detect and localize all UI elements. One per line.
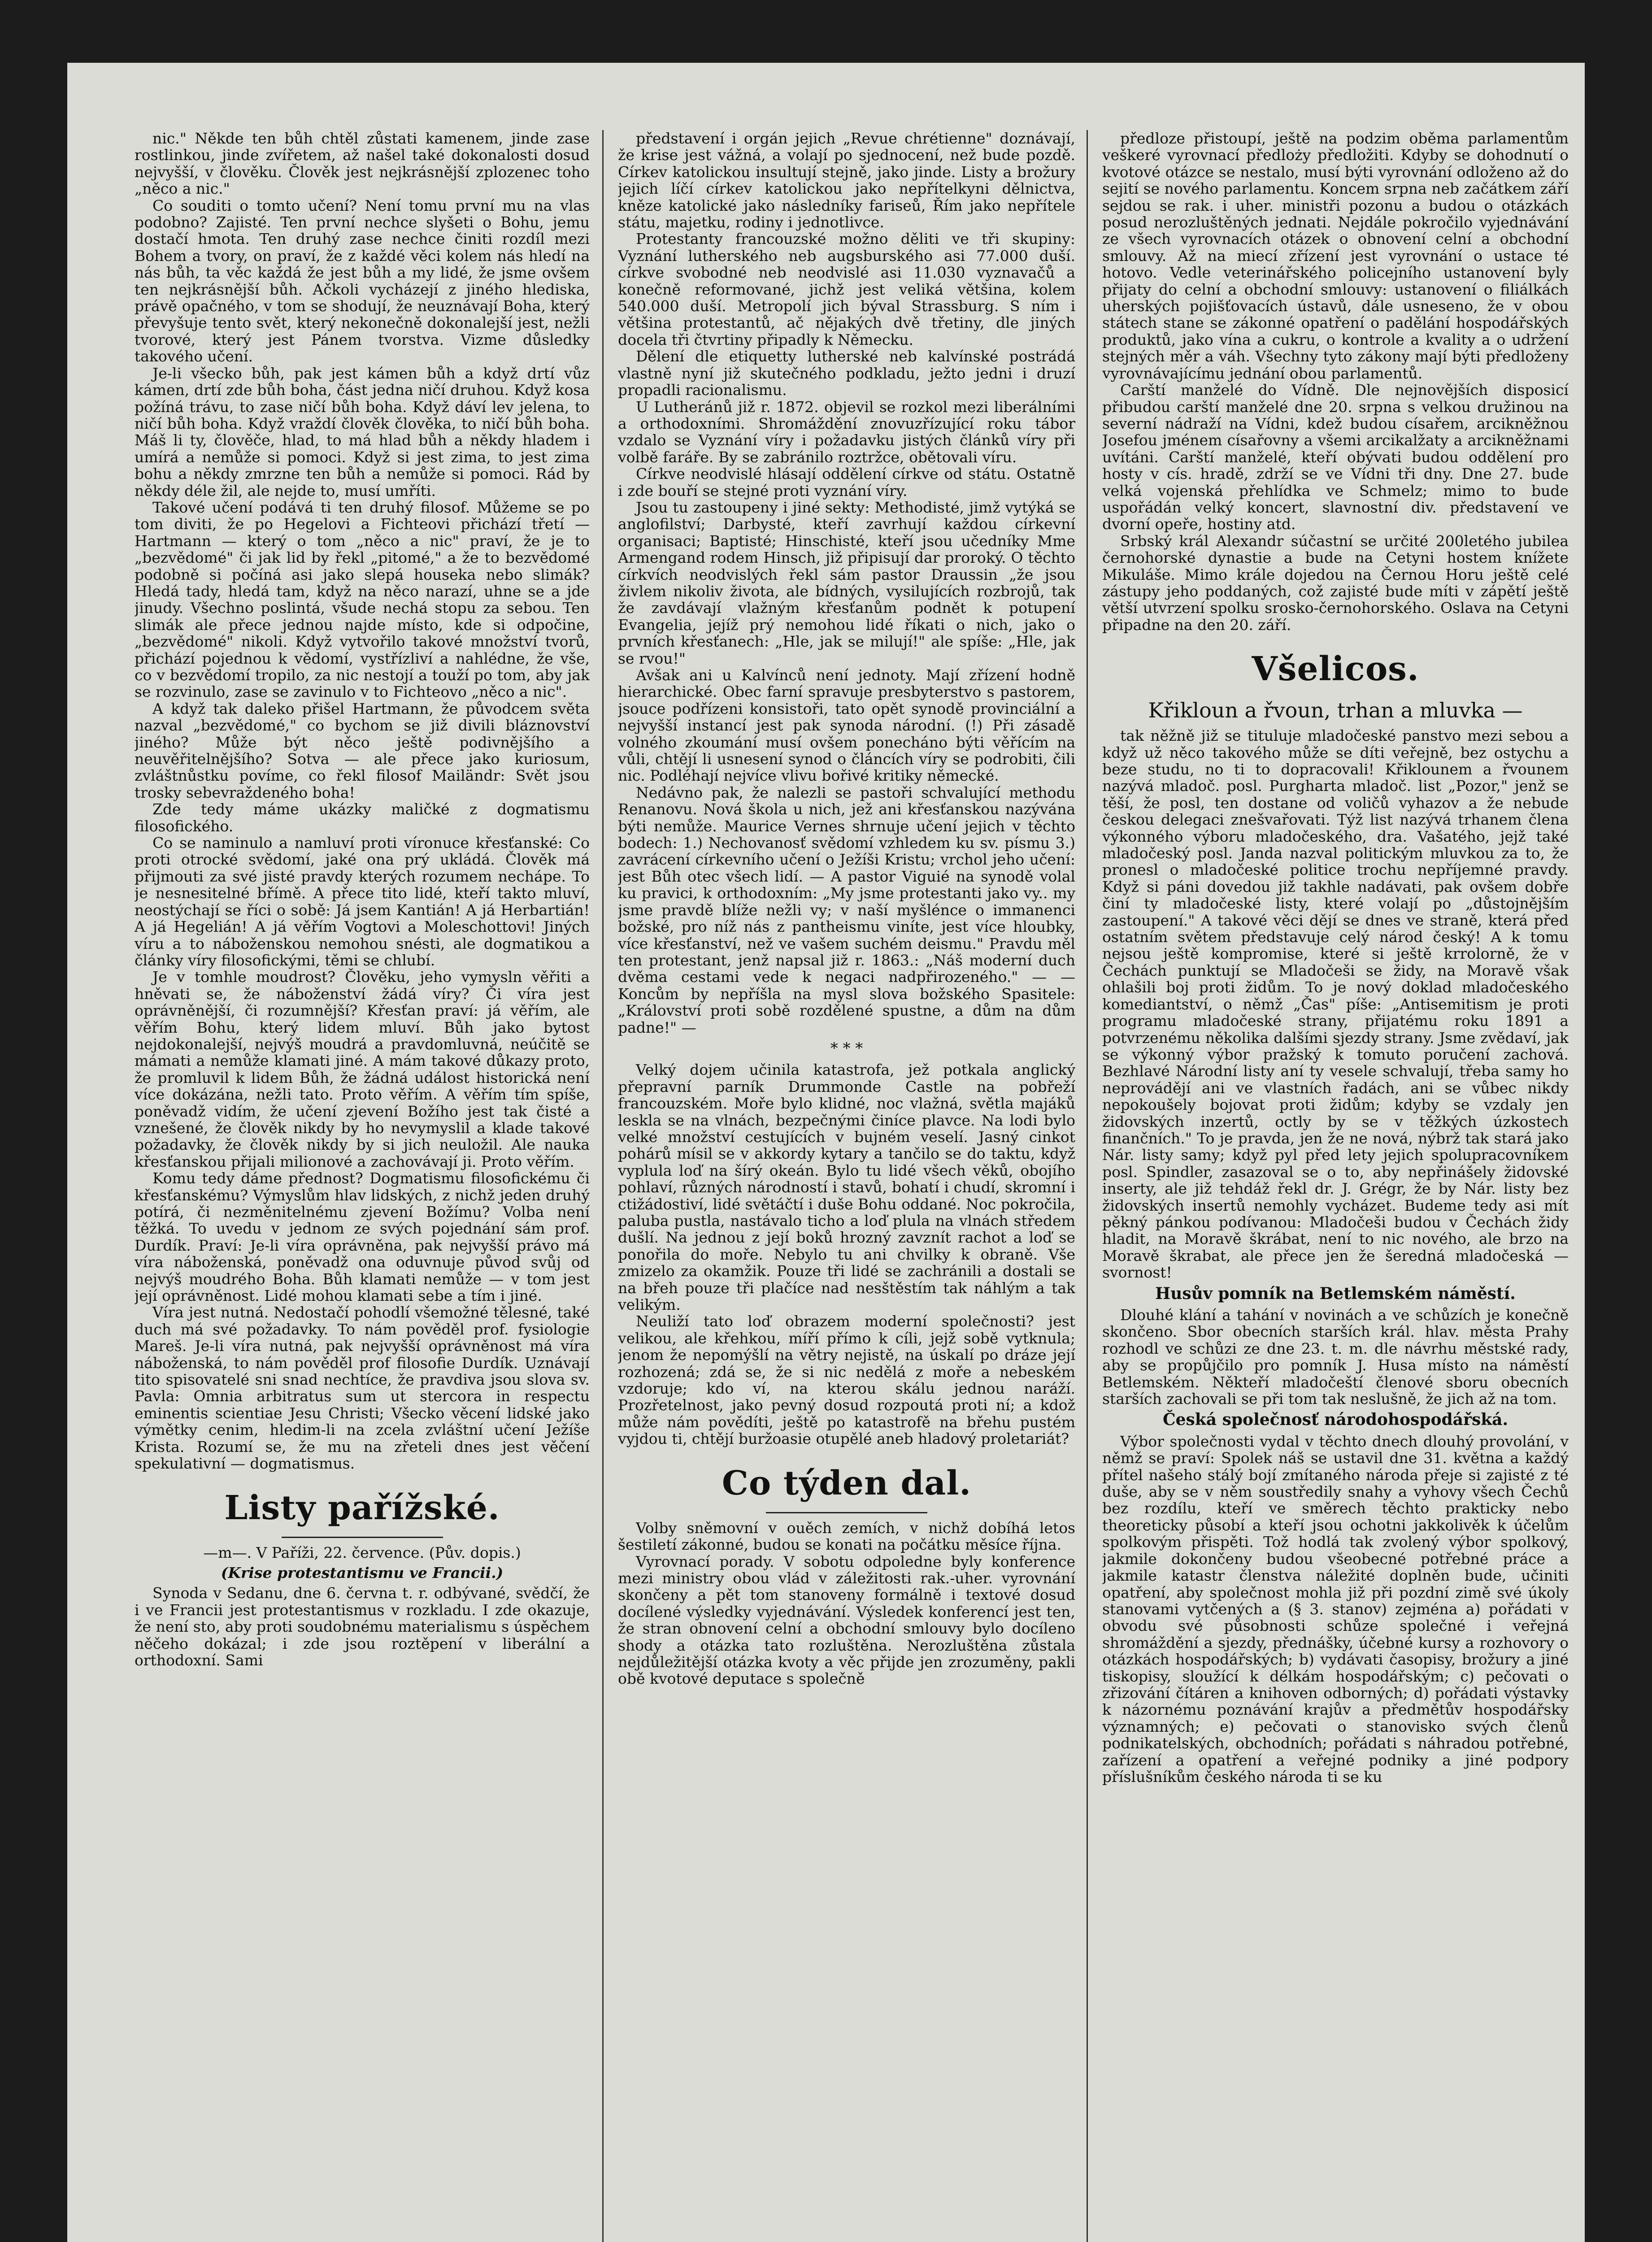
paragraph: nic." Někde ten bůh chtěl zůstati kamenem, jinde zase rostlinkou, jinde zvířetem, až našel také dokonalosti dosud nejvyšší, v člověku. Člověk jest nejkrásnější zplozenec toho „něco a nic." [135, 130, 590, 198]
paragraph: Víra jest nutná. Nedostačí pohodlí všemožné tělesné, také duch má své požadavky. To nám pověděl prof. fysiologie Mareš. Je-li víra nutná, pak nejvyšší oprávněnost má víra náboženská, to nám pověděl prof filosofie Durdík. Uznávají tito spisovatelé sni snad nechtíce, že pravdiva jsou slova sv. Pavla: Omnia arbitratus sum ut stercora in respectu eminentis scientiae Jesu Christi; Všecko věcení lidské jako výmětky cenim, hledim-li na zcela zvláštní učení Ježíše Krista. Rozumí se, že mu na zřeteli dnes jest věčení spekulativní — dogmatismus. [135, 1303, 590, 1473]
section-stars: * * * [830, 1039, 863, 1057]
paragraph: Dělení dle etiquetty lutherské neb kalvínské postrádá vlastně nyní již skutečného podkladu, ježto jedni i druzí propadli racionalismu. [618, 348, 1075, 399]
dateline: —m—. V Paříži, 22. července. (Pův. dopis.) [203, 1543, 521, 1561]
paragraph: Zde tedy máme ukázky maličké z dogmatismu filosofického. [135, 800, 590, 835]
paragraph: Srbský král Alexandr súčastní se určité 200letého jubilea černohorské dynastie a bude na Cetyni hostem knížete Mikuláše. Mimo krále dojedou na Černou Horu ještě celé zástupy jeho poddaných, což zajisté bude míti v zápětí ještě větší utvrzení spolku srosko-černohorského. Oslava na Cetyni připadne na den 20. září. [1102, 532, 1569, 634]
section-heading-listy-parizske: Listy pařížské. [224, 1488, 500, 1527]
paragraph: Komu tedy dáme přednost? Dogmatismu filosofickému či křesťanskému? Výmyslům hlav lidských, z nichž jeden druhý potírá, či nezměnitelnému zjevení Božímu? Volba není těžká. To uvedu v jednom ze svých pojednání sám prof. Durdík. Praví: Je-li víra oprávněna, pak nejvyšší právo má víra náboženská, poněvadž ona oduvnuje původ svůj od nejvýš moudrého Boha. Bůh klamati nemůže — v tom jest její oprávněnost. Lidé mohou klamati sebe a tím i jiné. [135, 1169, 590, 1305]
paragraph: Dlouhé klání a tahání v novinách a ve schůzích je konečně skončeno. Sbor obecních starších král. hlav. města Prahy rozhodl ve schůzi ze dne 23. t. m. dle návrhu městské rady, aby se propůjčilo pro pomník J. Husa místo na náměstí Betlemském. Někteří mladočeští členové sboru obecních starších zachovali se při tom tak neslušně, že jich až na tom. [1102, 1306, 1569, 1408]
paragraph: Co souditi o tomto učení? Není tomu první mu na vlas podobno? Zajisté. Ten první nechce slyšeti o Bohu, jemu dostačí hmota. Ten druhý zase nechce činiti rozdíl mezi Bohem a tvory, on praví, že z každé věci kolem nás hledí na nás bůh, ta věc každá že jest bůh a my lidé, že jsme ovšem ten nejkrásnější bůh. Ačkoli vycházejí z jiného hlediska, právě opačného, v tom se shodují, že neuznávají Boha, který převyšuje tento svět, který nekonečně dokonalejší jest, nežli tvorové, který jest Pánem tvorstva. Vizme důsledky takového učení. [135, 196, 590, 365]
article-subheading: (Krise protestantismu ve Francii.) [221, 1564, 504, 1582]
paragraph: Výbor společnosti vydal v těchto dnech dlouhý provolání, v němž se praví: Spolek náš se ustavil dne 31. května a každý přítel našeho stálý bojí zmítaného národa přeje si zajisté z té duše, aby se v něm soustředily snahy a vyhovy všech Čechů bez rozdílu, kteří ve směrech těchto prakticky nebo theoreticky působí a kteří jsou ochotni jakkolivěk k účelům spolkovým přispěti. Tož hodlá tak zvolený výbor spolkový, jakmile dokončeny budou všeobecné potřebné práce a jakmile katastr členstva náležité doplněn bude, učiniti opatření, aby společnost mohla již při pozdní zimě své úkoly stanovami vytčených a (§ 3. stanov) zejména a) pořádati v obvodu své působnosti schůze společné i veřejná shromáždění a sjezdy, přednášky, účebné kursy a rozhovory o otázkách hospodářských; b) vydávati časopisy, brožury a jiné tiskopisy, sloužící k délkám hospodářským; c) pečovati o zřizování čítáren a knihoven odborných; d) pořádati výstavky k názornému poznávání krajův a předmětův hospodářsky významných; e) pečovati o stanovisko svých členů podnikatelských, obchodních; pořádati s náhradou potřebné, zařízení a opatření a veřejné podniky a jiné podpory příslušníkům českého národa ti se ku [1102, 1432, 1569, 1786]
paragraph: Synoda v Sedanu, dne 6. června t. r. odbývané, svědčí, že i ve Francii jest protestantismus v rozkladu. I zde okazuje, že není sto, aby proti soudobnému materialismu s úspěchem něčeho dokázal; i zde jsou roztěpení v liberální a orthodoxní. Sami [135, 1584, 590, 1669]
column-right [1102, 130, 1569, 2242]
paragraph: Protestanty francouzské možno děliti ve tři skupiny: Vyznání lutherského neb augsburského asi 77.000 duší. církve svobodné neb neodvislé asi 11.030 vyznavačů a konečně reformované, jichž jest veliká většina, kolem 540.000 duší. Metropolí jich býval Strassburg. S ním i většina protestantů, ač nějakých dvě třetiny, dle jiných docela tři čtvrtiny připadly k Německu. [618, 230, 1075, 348]
paragraph: Carští manželé do Vídně. Dle nejnovějších disposicí přibudou carští manželé dne 20. srpna s velkou družinou na severní nádraží na Vídni, kdež budou císařem, arcikněžnou Josefou jménem císařovny a všemi arcikalžaty a arcikněžnami uvítáni. Carští manželé, kteří obývati budou oddělení pro hosty v cís. hradě, zdrží se ve Vídni tři dny. Dne 27. bude velká vojenská přehlídka ve Schmelz; mimo to bude uspořádán velký koncert, slavnostní div. představení ve dvorní opeře, hostiny atd. [1102, 381, 1569, 533]
article-title: Česká společnosť národohospodářská. [1162, 1410, 1509, 1429]
article-title: Křikloun a řvoun, trhan a mluvka — [1148, 698, 1523, 723]
paragraph: Nedávno pak, že nalezli se pastoři schvalující methodu Renanovu. Nová škola u nich, jež ani křesťanskou nazývána býti nemůže. Maurice Vernes shrnuje učení jejich v těchto bodech: 1.) Nechovanosť svědomí vzhledem ku sv. písmu 3.) zavrácení církevního učení o Ježíši Kristu; vrchol jeho učení: jest Bůh otec všech lidí. — A pastor Viguié na synodě volal ku pravici, k orthodoxním: „My jsme protestanti jako vy.. my jsme pravdě blíže nežli vy; v naší myšlénce o immanenci božské, pro níž nás z pantheismu viníte, jest více hloubky, více křesťanství, než ve vašem suchém deismu." Pravdu měl ten protestant, jenž napsal již r. 1863.: „Náš moderní duch dvěma cestami vede k negaci nadpřirozeného." — — Koncům by nepříšla na mysl slova božského Spasitele: „Království proti sobě rozdělené spustne, a dům na dům padne!" — [618, 783, 1075, 1036]
paragraph: představení i orgán jejich „Revue chrétienne" doznávají, že krise jest vážná, a volají po sjednocení, než bude pozdě. Církev katolickou insultují stejně, jako jinde. Listy a brožury jejich líčí církev katolickou jako nepřítelkyni dělnictva, kněze katolické jako následníky fariseů, Řím jako nepřítele státu, majetku, rodiny i jednotlivce. [618, 130, 1075, 231]
paragraph: tak něžně již se tituluje mladočeské panstvo mezi sebou a když už něco takového může se díti veřejně, bez ostychu a beze studu, no ti to dopracovali! Křiklounem a řvounem nazývá mladoč. posl. Purgharta mladoč. list „Pozor," jenž se těší, že posl, ten dostane od voličů vyhazov a že nebude českou delegaci znešvařovati. Týž list nazývá trhanem člena výkonného výboru mladočeského, dra. Vašatého, jejž také mladočeský posl. Janda nazval politickým mluvkou za to, že pronesl o mladočeské politice trochu nepříjemné pravdy. Když si páni dovedou již takhle nadávati, pak ovšem dobře činí ty mladočeské listy, které volají po „důstojnějším zastoupení." A takové věci dějí se dnes ve straně, která před ostatním světem představuje celý národ český! A k tomu nejsou ještě kompromise, které si ještě krrolorně, že v Čechách punktují se Mladočeši se židy, na Moravě však ohlašili boj proti židům. To je nový doklad mladočeského komediantství, o němž „Čas" píše: „Antisemitism je proti programu mladočeské strany, přijatému roku 1891 a potvrzenému několika dalšími sjezdy strany. Jsme zvědaví, jak se výkonný výbor pražský k tomuto poručení zachová. Bezhlavé Národní listy aní ty vesele schvalují, třeba samy ho neprovádějí ani ve vlastních řadách, ani se vůbec nikdy nepokoušely bojovat proti židům; kdyby se vzdaly jen židovských inzertů, octly by se v těžkých úzkostech finančních." To je pravda, jen že ne nová, nýbrž tak stará jako Nár. listy samy; když pyl před lety jejich spolupracovníkem posl. Spindler, zasazoval se o to, aby nepřinášely židovské inserty, ale již tehdáž řekl dr. J. Grégr, že by Nár. listy bez židovských insertů nemohly vycházet. Budeme tedy asi mít pěkný pánkou podívanou: Mladočeši budou v Čechách židy hladit, na Moravě škrábat, není to nic nového, ale brzo na Moravě škrabat, ale přece jen že šeredná mladočeská — svornost! [1102, 727, 1569, 1282]
paragraph: Církve neodvislé hlásají oddělení církve od státu. Ostatně i zde bouří se stejné proti vyznání víry. [618, 465, 1075, 500]
paragraph: U Lutheránů již r. 1872. objevil se rozkol mezi liberálními a orthodoxními. Shromáždění znovuzřízující roku tábor vzdalo se Vyznání víry i požadavku jistých článků víry při volbě faráře. By se zabránilo roztržce, obětovali víru. [618, 398, 1075, 466]
paragraph: Takové učení podává ti ten druhý filosof. Můžeme se po tom diviti, že po Hegelovi a Fichteovi přichází třetí — Hartmann — který o tom „něco a nic" praví, že je to „bezvědomé" či jak lid by řekl „pitomé," a že to bezvědomé podobně si počíná asi jako slepá houseka nebo slimák? Hledá tady, hledá tam, když na něco narazí, uhne se a jde jinudy. Všechno poslintá, všude nechá stopu za sebou. Ten slimák ale přece jednou najde místo, kde si odpočine, „bezvědomé" nikoli. Když vytvořilo takové množství tvorů, přichází pojednou k vědomí, vystřízliví a nahlédne, že vše, co v bezvědomí tropilo, za nic nestojí a touží po tom, aby jak se rozvinulo, zase se zavinulo v to Fichteovo „něco a nic". [135, 498, 590, 701]
column-divider [1087, 130, 1088, 2242]
column-divider [602, 130, 604, 2242]
paragraph: Neuliží tato loď obrazem moderní společnosti? jest velikou, ale křehkou, míří přímo k cíli, jejž sobě vytknula; jenom že nepomýšlí na větry nejistě, na úskalí po dráze její rozhozená; zdá se, že si nic nedělá z moře a nebeském vzdoruje; kdo ví, na kterou skálu jednou naráží. Prozřetelnost, jako pevný dosud rozpoutá proti ní; a kdož může nám povědíti, ještě po katastrofě na břehu pustém vyjdou ti, chtějí buržoasie otupělé aneb hladový proletariát? [618, 1312, 1075, 1448]
divider [282, 1537, 443, 1538]
paragraph: Volby sněmovní v ouěch zemích, v nichž dobíhá letos šestiletí zákonné, budou se konati na počátku měsíce října. [618, 1519, 1075, 1554]
divider [766, 1512, 927, 1513]
paragraph: předloze přistoupí, ještě na podzim oběma parlamentům veškeré vyrovnací předloży předložiti. Kdyby se dohodnutí o kvotové otázce se nestalo, musí býti vyrovnání odloženo až do sejití se nového parlamentu. Koncem srpna neb začátkem září sejdou se rak. i uher. ministři pozonu a budou o otázkách posud nerozluštěných jednati. Nejdále pokročilo vyjednávání ze všech vyrovnacích otázek o obnovení celní a obchodní smlouvy. Až na miecí zřízení jest vyrovnání o ustace té hotovo. Vedle veterinářského policejního ustanovení byly přijaty do celní a obchodní smlouvy: ustanovení o filiálkách uherských pojišťovacích ústavů, dále usneseno, že v obou státech stane se zákonné opatření o padělání hospodářských produktů, jako vína a cukru, o kontrole a kvality a o udržení stejných měr a váh. Všechny tyto zákony mají býti předloženy vyrovnávajícímu jednání obou parlamentů. [1102, 130, 1569, 382]
paragraph: Avšak ani u Kalvínců není jednoty. Mají zřízení hodně hierarchické. Obec farní spravuje presbyterstvo s pastorem, jsouce podřízeni konsistoři, tato opět synodě provinciální a nejvyšší instancí jest pak synoda národní. (!) Při zásadě volného zkoumání musí ovšem ponecháno býti věřícím na vůli, chtějí li usnesení synod o článcích víry se podrobiti, čili nic. Podléhají nejvíce vlivu bořivé kritiky německé. [618, 666, 1075, 785]
paragraph: Velký dojem učinila katastrofa, jež potkala anglický přepravní parník Drummonde Castle na pobřeží francouzském. Moře bylo klidné, noc vlažná, světla majáků leskla se na vlnách, bezpečnými činíce plavce. Na lodi bylo velké množství cestujících v bujném veselí. Jasný cinkot pohárů mísil se v akkordy kytary a tančilo se do taktu, když vyplula loď na šírý okeán. Bylo tu lidé všech věků, obojího pohlaví, různých národností i stavů, bohatí i chudí, skromní i ctižádostiví, lidé světáčtí i duše Bohu oddané. Noc pokročila, paluba pustla, nastávalo ticho a loď plula na vlnách středem dušlí. Na jednou z její boků hrozný zavznít rachot a loď se ponořila do moře. Nebylo tu ani chvilky k obraně. Vše zmizelo za okamžik. Pouze tři lidé se zachránili a dostali se na břeh pouze tři plačíce nad nesštěstím tak náhlým a tak velikým. [618, 1061, 1075, 1314]
paragraph: A když tak daleko přišel Hartmann, že původcem světa nazval „bezvědomé," co bychom se již divili bláznovství jiného? Může být něco ještě podivnějšího a neuvěřitelnějšího? Sotva — ale přece jako kuriosum, zvláštnůstku povíme, co řekl filosof Mailändr: Svět jsou trosky sebevraždeného boha! [135, 700, 590, 801]
paragraph: Je v tomhle moudrost? Člověku, jeho vymysln věřiti a hněvati se, že náboženství žádá víry? Či víra jest oprávněnější, či rozumnější? Křesťan praví: já věřím, ale věřím Bohu, který lidem mluví. Bůh jako bytost nejdokonalejší, nejvýš moudrá a pravdomluvná, neúčitě se mámati a nemůže klamati jiné. A mám takové důkazy proto, že promluvil k lidem Bůh, že žádná událost historická není více dokázána, nežli tato. Proto věřím. A věřím tím spíše, poněvadž vidím, že učení zjevení Božího jest tak čisté a vznešené, že člověk nikdy by ho nevymyslil a klade takové požadavky, že člověk nikdy by si jich neuložil. Ale nauka křesťanskou přijali milionové a zachovávají ji. Proto věřím. [135, 968, 590, 1170]
section-heading-vselicos: Všelicos. [1252, 650, 1419, 689]
column-left [135, 130, 590, 2242]
article-title: Husův pomník na Betlemském náměstí. [1155, 1284, 1516, 1303]
paragraph: Jsou tu zastoupeny i jiné sekty: Methodisté, jimž vytýká se anglofilství; Darbysté, kteří zavrhují každou církevní organisaci; Baptisté; Hinschisté, kteří jsou učedníky Mme Armengand rodem Hinsch, již připisují dar proroký. O těchto církvích neodvislých řekl sám pastor Draussin „že jsou živlem nikoliv života, ale bídných, vysilujících rozbrojů, tak že zavdávají vlažným křesťanům podnět k potupení Evangelia, jejíž prý nemohou lidé říkati o nich, jako o prvních křesťanech: „Hle, jak se milují!" ale spíše: „Hle, jak se rvou!" [618, 498, 1075, 667]
column-middle [618, 130, 1075, 2242]
paragraph: Co se naminulo a namluví proti víronuce křesťanské: Co proti otrocké svědomí, jaké ona prý ukládá. Člověk má přijmouti za své jisté pravdy kterých rozumem nechápe. To je nesnesitelné břímě. A přece tito lidé, kteří takto mluví, neostýchají se říci o sobě: Já jsem Kantián! A já Herbartián! A já Hegelián! A já věřím Vogtovi a Moleschottovi! Jiných víru a to náboženskou nemohou snésti, ale dogmatikou a články víry filosofickými, těmi se chlubí. [135, 834, 590, 969]
paragraph: Je-li všecko bůh, pak jest kámen bůh a když drtí vůz kámen, drtí zde bůh boha, část jedna ničí druhou. Když kosa požíná trávu, to zase ničí bůh boha. Když dáví lev jelena, to ničí bůh boha. Když vraždí člověk člověka, to ničí bůh boha. Máš li ty, člověče, hlad, to má hlad bůh a někdy hladem i umírá a nemůže si pomoci. Když si jest zima, to jest zima bohu a někdy zmrzne ten bůh a nemůže si pomoci. Rád by někdy déle žil, ale nejde to, musí umříti. [135, 364, 590, 500]
paragraph: Vyrovnací porady. V sobotu odpoledne byly konference mezi ministry obou vlád v záležitosti rak.-uher. vyrovnání skončeny a pět tom stanoveny formálně i textové dosud docílené výsledky vyjednávání. Výsledek konferencí jest ten, že stran obnovení celní a obchodní smlouvy bylo docíleno shody a otázka tato rozluštěna. Nerozluštěna zůstala nejdůležitější otázka kvoty a věc přijde jen zrozuměny, pakli obě kvotové deputace s společně [618, 1552, 1075, 1688]
section-heading-co-tyden-dal: Co týden dal. [722, 1464, 972, 1503]
newspaper-page [67, 63, 1585, 2242]
